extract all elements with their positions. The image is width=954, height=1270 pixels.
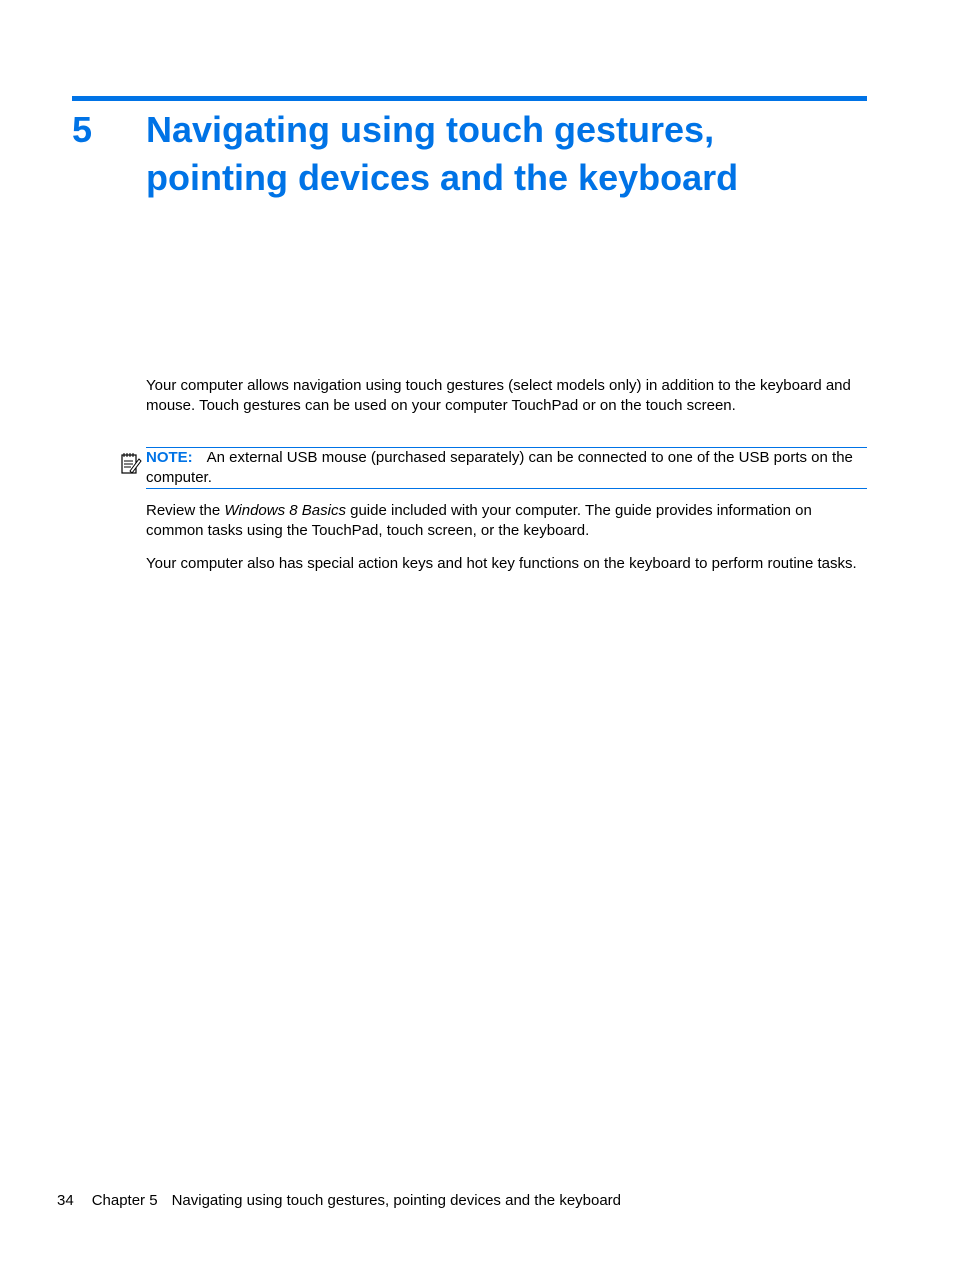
note-label: NOTE: — [146, 449, 193, 466]
guide-title: Windows 8 Basics — [224, 502, 346, 519]
review-text-start: Review the — [146, 502, 225, 519]
note-icon — [120, 451, 142, 475]
action-keys-paragraph: Your computer also has special action keys and hot key functions on the keyboard to perform routine tasks. — [146, 555, 857, 572]
note-text: An external USB mouse (purchased separately) can be connected to one of the USB ports on the computer. — [146, 449, 853, 486]
page-footer — [57, 1191, 621, 1211]
note-box — [146, 447, 867, 489]
chapter-title: Navigating using touch gestures, pointing devices and the keyboard — [146, 109, 739, 198]
review-text-end: guide included with your computer. The guide provides information on common tasks using the TouchPad, touch screen, or the keyboard. — [146, 502, 812, 539]
footer-chapter-label: Chapter 5 — [91, 1192, 158, 1209]
footer-chapter-title: Navigating using touch gestures, pointing devices and the keyboard — [171, 1192, 622, 1209]
review-paragraph — [146, 501, 866, 540]
page-number: 34 — [57, 1192, 74, 1209]
intro-paragraph: Your computer allows navigation using touch gestures (select models only) in addition to the keyboard and mouse. Touch gestures can be used on your computer TouchPad or on the touch screen. — [146, 377, 851, 414]
heading-rule — [72, 96, 867, 101]
chapter-number: 5 — [72, 109, 93, 150]
note-text-block — [146, 448, 866, 487]
